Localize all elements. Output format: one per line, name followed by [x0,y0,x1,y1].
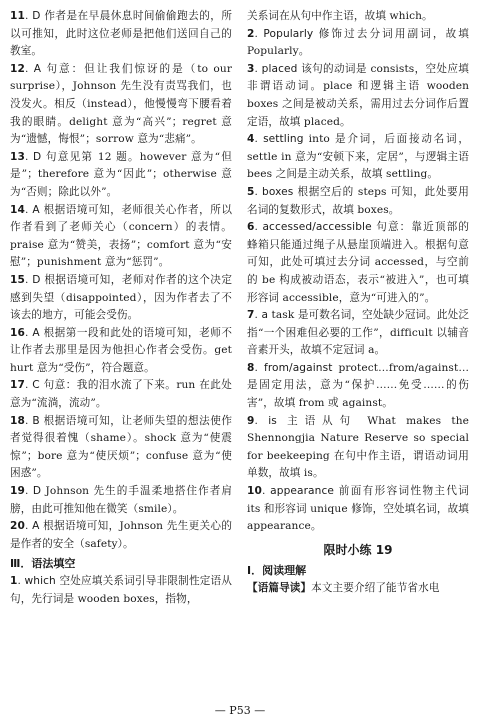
explanation-text: 句意：但让我们惊讶的是（to our surprise），Johnson 先生没有责骂我们，也没发火。相反（instead），他慢慢弯下腰看着我的眼睛。delight 意为“高兴”；regret 意为“遗憾，悔恨”；sorrow 意为“悲痛”。 [10,62,232,146]
answer-key: D [32,273,41,286]
answer-item [247,8,469,26]
answer-item: 19. D Johnson 先生的手温柔地搭住作者肩膀，由此可推知他在微笑（smile）。 [10,485,233,515]
item-number: 18 [10,414,25,427]
answer-key: D [32,10,41,22]
explanation-text: 句意：靠近顶部的蜂箱只能通过绳子从悬崖顶端进入。根据句意可知，此处可填过去分词 accessed，与空前的 be 构成被动语态，表示“被进入”，也可填形容词 accessible，意为“可进入的”。 [247,221,470,304]
explanation-text: 根据空后的 steps 可知，此处要用名词的复数形式，故填 boxes。 [247,185,470,216]
answer-key: accessed/accessible [262,221,372,234]
item-number: 12 [10,62,25,75]
answer-key: A [33,62,42,75]
answer-key: a [261,309,269,322]
answer-item: 12. A 句意：但让我们惊讶的是（to our surprise），Johnson 先生没有责骂我们，也没发火。相反（instead），他慢慢弯下腰看着我的眼睛。delight 意为“高兴”；regret 意为“遗憾，悔恨”；sorrow 意为“悲痛”。 [10,62,232,146]
explanation-text: 根据语境可知，老师对作者的这个决定感到失望（disappointed），因为作者去了不该去的地方，可能会受伤。 [10,273,233,322]
answer-key: settling [263,133,304,146]
explanation-text: 根据语境可知，让老师失望的想法使作者觉得很着愧（shame）。shock 意为“使震惊”；bore 意为“使厌烦”；confuse 意为“使困惑”。 [10,414,233,480]
item-number: 15 [10,273,25,286]
item-number: 13 [10,150,25,163]
answer-item: 9. is 主语从句 What makes the Shennongjia Nature Reserve so special for beekeeping 在句中作主语，谓语动词用单数，故填 is。 [247,414,470,480]
right-column [247,8,469,597]
answer-item: 5. boxes 根据空后的 steps 可知，此处要用名词的复数形式，故填 boxes。 [247,185,470,216]
answer-item: 17. C 句意：我的泪水流了下来。run 在此处意为“流淌，流动”。 [10,379,233,410]
left-column [10,8,232,609]
answer-item: 13. D 句意见第 12 题。however 意为“但是”；therefore 意为“因此”；otherwise 意为“否则；除此以外”。 [10,150,232,198]
answer-item: 11. D 作者是在早晨休息时间偷偷跑去的，所以可推知，此时这位老师是把他们送回自己的教室。 [10,10,233,58]
item-number: 17 [10,379,25,392]
item-number: 16 [10,326,25,339]
item-number: 10 [247,485,262,498]
guide-tag: 【语篇导读】 [247,581,312,594]
explanation-text: 根据语境可知，Johnson 先生更关心的是作者的安全（safety）。 [10,520,233,550]
answer-item: 16. A 根据第一段和此处的语境可知，老师不让作者去那里是因为他担心作者会受伤。get hurt 意为“受伤”，符合题意。 [10,326,233,374]
answer-key: B [32,414,40,427]
section-heading-reading: Ⅰ．阅读理解 [247,563,307,577]
answer-key: A [32,203,40,216]
explanation-text: 该句的动词是 consists，空处应填非谓语动词。place 和逻辑主语 wooden boxes 之间是被动关系，需用过去分词作后置定语，故填 placed。 [247,62,469,128]
answer-key: Popularly [263,27,314,40]
answer-key: A [32,520,40,533]
item-number: 4 [247,133,255,146]
answer-item: 10. appearance 前面有形容词性物主代词 its 和形容词 unique 修饰，空处填名词，故填 appearance。 [247,485,469,533]
answer-key: placed [261,62,298,75]
explanation-text: Johnson 先生的手温柔地搭住作者肩膀，由此可推知他在微笑（smile）。 [10,485,233,515]
drill-title: 限时小练 19 [323,542,393,557]
item-number: 20 [10,520,25,533]
item-number: 6 [247,221,255,234]
explanation-text: 修饰过去分词用副词，故填 Popularly。 [247,27,470,58]
item-number: 14 [10,203,25,216]
passage-guide [247,580,469,598]
answer-item: 15. D 根据语境可知，老师对作者的这个决定感到失望（disappointed），因为作者去了不该去的地方，可能会受伤。 [10,273,233,322]
explanation-text: 主语从句 What makes the Shennongjia Nature Reserve so special for beekeeping 在句中作主语，谓语动词用单数，故填 is。 [247,414,470,480]
answer-key: appearance [270,485,335,498]
answer-key: is [268,414,277,427]
explanation-text: task 是可数名词，空处缺少冠词。此处泛指“一个困难但必要的工作”，difficult 以辅音音素开头，故填不定冠词 a。 [247,309,470,357]
explanation-text: 前面有形容词性物主代词 its 和形容词 unique 修饰，空处填名词，故填 appearance。 [247,485,469,533]
explanation-text: 关系词在从句中作主语，故填 which。 [247,10,433,22]
answer-item: 1. which 空处应填关系词引导非限制性定语从句，先行词是 wooden boxes，指物， [10,575,233,605]
explanation-text: 空处应填关系词引导非限制性定语从句，先行词是 wooden boxes，指物， [10,575,233,605]
explanation-text: 句意：我的泪水流了下来。run 在此处意为“流淌，流动”。 [10,379,233,410]
explanation-text: 句意见第 12 题。however 意为“但是”；therefore 意为“因此”；otherwise 意为“否则；除此以外”。 [10,150,232,198]
item-number: 2 [247,27,255,40]
item-number: 7 [247,309,255,322]
answer-item: 2. Popularly 修饰过去分词用副词，故填 Popularly。 [247,27,470,58]
explanation-text: 根据第一段和此处的语境可知，老师不让作者去那里是因为他担心作者会受伤。get hurt 意为“受伤”，符合题意。 [10,326,233,374]
item-number: 19 [10,485,25,498]
answer-item: 6. accessed/accessible 句意：靠近顶部的蜂箱只能通过绳子从悬崖顶端进入。根据句意可知，此处可填过去分词 accessed，与空前的 be 构成被动语态，表示“被进入”，也可填形容词 accessible，意为“可进入的”。 [247,221,470,304]
page-number: — P53 — [214,704,266,717]
answer-key: which [24,575,56,588]
item-number: 1 [10,575,18,588]
answer-key: from/against [263,361,333,374]
answer-key: C [32,379,40,392]
item-number: 3 [247,62,255,75]
explanation-text: 作者是在早晨休息时间偷偷跑去的，所以可推知，此时这位老师是把他们送回自己的教室。 [10,10,233,58]
answer-item: 8. from/against protect…from/against…是固定用法，意为“保护……免受……的伤害”，故填 from 或 against。 [247,361,470,410]
answer-item: 7. a task 是可数名词，空处缺少冠词。此处泛指“一个困难但必要的工作”，difficult 以辅音音素开头，故填不定冠词 a。 [247,309,470,357]
answer-key: A [32,326,40,339]
explanation-text: 根据语境可知，老师很关心作者，所以作者看到了老师关心（concern）的表情。praise 意为“赞美，表扬”；comfort 意为“安慰”；punishment 意为“惩罚”。 [10,203,233,269]
answer-item: 4. settling into 是介词，后面接动名词，settle in 意为“安顿下来，定居”，与逻辑主语 bees 之间是主动关系，故填 settling。 [247,133,470,181]
answer-key: boxes [262,185,294,198]
explanation-text: into 是介词，后面接动名词，settle in 意为“安顿下来，定居”，与逻辑主语 bees 之间是主动关系，故填 settling。 [247,133,470,181]
answer-key: D [33,150,42,163]
section-heading-grammar: Ⅲ．语法填空 [10,557,76,571]
answer-key: D [32,485,42,498]
answer-item: 14. A 根据语境可知，老师很关心作者，所以作者看到了老师关心（concern）的表情。praise 意为“赞美，表扬”；comfort 意为“安慰”；punishment 意为“惩罚”。 [10,203,233,269]
item-number: 9 [247,414,255,427]
item-number: 11 [10,10,25,22]
item-number: 8 [247,361,255,374]
item-number: 5 [247,185,255,198]
explanation-text: protect…from/against…是固定用法，意为“保护……免受……的伤害”，故填 from 或 against。 [247,361,470,410]
answer-item: 3. placed 该句的动词是 consists，空处应填非谓语动词。place 和逻辑主语 wooden boxes 之间是被动关系，需用过去分词作后置定语，故填 placed。 [247,62,469,128]
answer-item: 20. A 根据语境可知，Johnson 先生更关心的是作者的安全（safety）。 [10,520,233,550]
answer-item: 18. B 根据语境可知，让老师失望的想法使作者觉得很着愧（shame）。shock 意为“使震惊”；bore 意为“使厌烦”；confuse 意为“使困惑”。 [10,414,233,480]
guide-text: 本文主要介绍了能节省水电 [311,581,440,594]
